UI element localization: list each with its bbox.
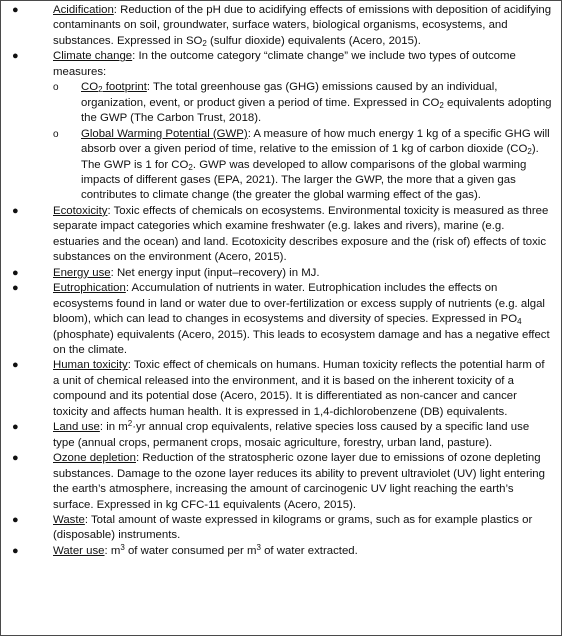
circle-bullet-icon: o	[53, 82, 59, 94]
sub-definition-global-warming-potential-gwp-text: . GWP was developed to allow comparisons of the global warming impacts of different gases (EPA, 2021). The larger the GWP, the more that a given gas contributes to climate change (the greater the global warming effect of the gas).	[81, 158, 527, 202]
definition-eutrophication-text: : Accumulation of nutrients in water. Eutrophication includes the effects on ecosystems found in land or water due to over-fertilization or excess supply of nutrients (e.g. algal bloom), which can lead to changes in ecosystems and diversity of species. Expressed in PO	[53, 282, 545, 326]
definition-climate-change-text: : In the outcome category “climate change” we include two types of outcome measures:	[53, 50, 516, 78]
definition-term-eutrophication: Eutrophication	[53, 282, 126, 295]
definition-item-ozone-depletion	[12, 451, 553, 513]
bullet-icon: ●	[12, 544, 19, 557]
sub-definition-global-warming-potential-gwp-subscript: 2	[527, 147, 532, 157]
bullet-icon: ●	[12, 50, 19, 63]
definition-human-toxicity-text: : Toxic effect of chemicals on humans. Human toxicity reflects the potential harm of a unit of chemical released into the environment, and it is based on the inherent toxicity of a compound and its potential dose (Acero, 2015). It is differentiated as non-cancer and cancer toxicity and affects human health. It is expressed in 1,4-dichlorobenzene (DB) equivalents.	[53, 359, 545, 418]
definition-acidification-text: (sulfur dioxide) equivalents (Acero, 2015).	[206, 34, 421, 47]
sub-definition-global-warming-potential-gwp-text: : A measure of how much energy 1 kg of a specific GHG will absorb over a given period of time, relative to the emission of 1 kg of carbon dioxide (CO	[81, 127, 550, 156]
definition-item-energy-use	[12, 266, 553, 281]
bullet-icon: ●	[12, 421, 19, 434]
definition-land-use-text: : in m	[99, 421, 128, 434]
definition-term-ecotoxicity: Ecotoxicity	[53, 204, 108, 217]
definition-land-use-text: ·yr annual crop equivalents, relative species loss caused by a specific land use type (annual crops, permanent crops, mosaic agriculture, forestry, urban land, pasture).	[53, 421, 530, 449]
sub-definition-co2-footprint-text: : The total greenhouse gas (GHG) emissions caused by an individual, organization, event, or product given a period of time. Expressed in CO	[81, 81, 498, 109]
definition-term-water-use: Water use	[53, 544, 105, 557]
definition-acidification-text: : Reduction of the pH due to acidifying effects of emissions with deposition of acidifying contaminants on soil, groundwater, surface waters, biological organisms, ecosystems, and substances. Expressed in SO	[53, 4, 552, 47]
definitions-list	[12, 3, 553, 559]
definition-term-acidification: Acidification	[53, 4, 114, 16]
sub-definition-co2-footprint-text: equivalents adopting the GWP (The Carbon Trust, 2018).	[81, 96, 552, 125]
definition-waste-text: : Total amount of waste expressed in kilograms or grams, such as for example plastics or (disposable) instruments.	[53, 513, 533, 542]
definition-water-use-text: of water consumed per m	[124, 544, 257, 557]
definition-ecotoxicity-text: : Toxic effects of chemicals on ecosystems. Environmental toxicity is measured as three separate impact categories which examine freshwater (e.g. lakes and rivers), marine (e.g. estuaries and the ocean) and land. Ecotoxicity describes exposure and the (risk of) effects of toxic substances on the environment (Acero, 2015).	[53, 204, 549, 264]
sub-definition-item-global-warming-potential-gwp	[53, 127, 553, 204]
sub-definition-co2-footprint-subscript: 2	[439, 100, 444, 110]
sub-definitions-list	[53, 80, 553, 204]
bullet-icon: ●	[12, 266, 19, 279]
definition-water-use-text: of water extracted.	[260, 544, 358, 557]
definition-item-ecotoxicity	[12, 204, 553, 266]
bullet-icon: ●	[12, 513, 19, 526]
sub-term-co2-footprint-subscript: 2	[98, 85, 103, 95]
definition-item-water-use	[12, 542, 553, 559]
definition-land-use-supscript: 2	[127, 419, 133, 429]
definition-water-use-text: : m	[104, 544, 121, 557]
bullet-icon: ●	[12, 359, 19, 372]
definition-energy-use-text: : Net energy input (input–recovery) in MJ.	[110, 266, 320, 279]
bullet-icon: ●	[12, 282, 19, 295]
sub-definition-term-co2-footprint	[81, 81, 147, 93]
definition-eutrophication-subscript: 4	[517, 317, 522, 327]
sub-definition-global-warming-potential-gwp-subscript: 2	[188, 162, 193, 172]
definition-term-land-use: Land use	[53, 421, 100, 434]
definition-acidification-subscript: 2	[202, 38, 207, 48]
circle-bullet-icon: o	[53, 128, 59, 140]
definition-item-eutrophication	[12, 281, 553, 358]
definition-water-use-supscript: 3	[120, 542, 125, 552]
definition-ozone-depletion-text: : Reduction of the stratospheric ozone layer due to emissions of ozone depleting substances. Damage to the ozone layer reduces its ability to prevent ultraviolet (UV) light entering the earth’s atmosphere, increasing the amount of carcinogenic UV light reaching the earth’s surface. Expressed in kg CFC-11 equivalents (Acero, 2015).	[53, 452, 545, 511]
sub-definition-item-co2-footprint	[53, 80, 553, 126]
definition-water-use-supscript: 3	[256, 542, 261, 552]
sub-definition-global-warming-potential-gwp-text: ). The GWP is 1 for CO	[81, 143, 539, 171]
sub-term-co2-footprint-text: footprint	[102, 81, 147, 94]
definition-term-waste: Waste	[53, 513, 85, 526]
definition-term-human-toxicity: Human toxicity	[53, 359, 128, 372]
definition-eutrophication-text: (phosphate) equivalents (Acero, 2015). This leads to ecosystem damage and has a negative effect on the climate.	[53, 328, 550, 356]
definition-item-waste	[12, 513, 553, 544]
definition-term-climate-change: Climate change	[53, 50, 133, 63]
definition-item-land-use	[12, 419, 553, 451]
sub-term-co2-footprint-text: CO	[81, 81, 99, 94]
definition-item-climate-change	[12, 49, 553, 204]
definition-term-ozone-depletion: Ozone depletion	[53, 452, 136, 465]
definition-term-energy-use: Energy use	[53, 266, 111, 279]
bullet-icon: ●	[12, 452, 19, 465]
bullet-icon: ●	[12, 4, 19, 16]
definition-item-human-toxicity	[12, 358, 553, 420]
definition-item-acidification	[12, 3, 553, 49]
sub-definition-term-global-warming-potential-gwp: Global Warming Potential (GWP)	[81, 127, 248, 140]
bullet-icon: ●	[12, 204, 19, 217]
